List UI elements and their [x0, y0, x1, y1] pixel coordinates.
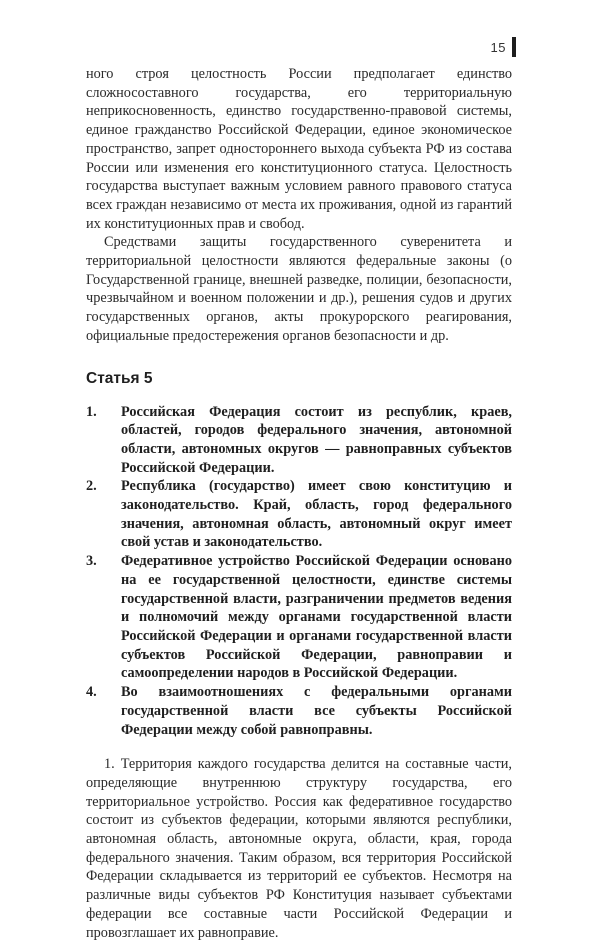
commentary-paragraph: 1. Территория каждого государства делится на составные части, определяющие внутреннюю структуру государства, его территориальное устройство. Россия как федеративное государство состоит из субъектов федерации, которыми являются республики, автономная область, автономные округа, области, края, города федерального значения. Таким образом, вся территория Российской Федерации складывается из территорий ее субъектов. Несмотря на различные виды субъектов РФ Конституция называет субъектами федерации все составные части Российской Федерации и провозглашает их равноправие. [86, 756, 512, 941]
intro-paragraph-1: ного строя целостность России предполагает единство сложносоставного государства, его территориальную неприкосновенность, единство государственно-правовой системы, единое гражданство Российской Федерации, единое экономическое пространство, запрет одностороннего выхода субъекта РФ из состава России или изменения его конституционного статуса. Целостность государства выступает важным условием равного правового статуса всех граждан независимо от места их проживания, одной из гарантий их конституционных прав и свобод. [86, 66, 512, 232]
article-item-number: 4. [86, 684, 97, 701]
article-item-text: Во взаимоотношениях с федеральными органами государственной власти все субъекты Российской Федерации между собой равноправны. [121, 684, 512, 738]
article-title: Статья 5 [86, 369, 153, 387]
page-content [86, 65, 512, 942]
page-number-bar [512, 37, 516, 57]
page-number: 15 [490, 40, 506, 55]
article-item-text: Федеративное устройство Российской Федерации основано на ее государственной целостности, единстве системы государственной власти, разграничении предметов ведения и полномочий между органами государственной власти Российской Федерации и органами государственной власти субъектов Российской Федерации, равноправии и самоопределении народов в Российской Федерации. [121, 553, 512, 682]
article-item-2 [86, 477, 512, 552]
article-item-number: 3. [86, 553, 97, 570]
article-item-number: 1. [86, 403, 97, 420]
article-item-3 [86, 552, 512, 683]
intro-paragraph-2: Средствами защиты государственного суверенитета и территориальной целостности являются федеральные законы (о Государственной границе, внешней разведке, полиции, безопасности, чрезвычайном и военном положении и др.), решения судов и других государственных органов, акты прокурорского реагирования, официальные предостережения органов безопасности и др. [86, 234, 512, 344]
article-items [86, 403, 512, 740]
article-item-4 [86, 683, 512, 739]
article-item-text: Российская Федерация состоит из республик, краев, областей, городов федерального значения, автономной области, автономных округов — равноправных субъектов Российской Федерации. [121, 403, 512, 476]
article-item-number: 2. [86, 478, 97, 495]
article-item-1 [86, 403, 512, 478]
article-item-text: Республика (государство) имеет свою конституцию и законодательство. Край, область, город федерального значения, автономная область, автономный округ имеет свой устав и законодательство. [121, 478, 512, 551]
